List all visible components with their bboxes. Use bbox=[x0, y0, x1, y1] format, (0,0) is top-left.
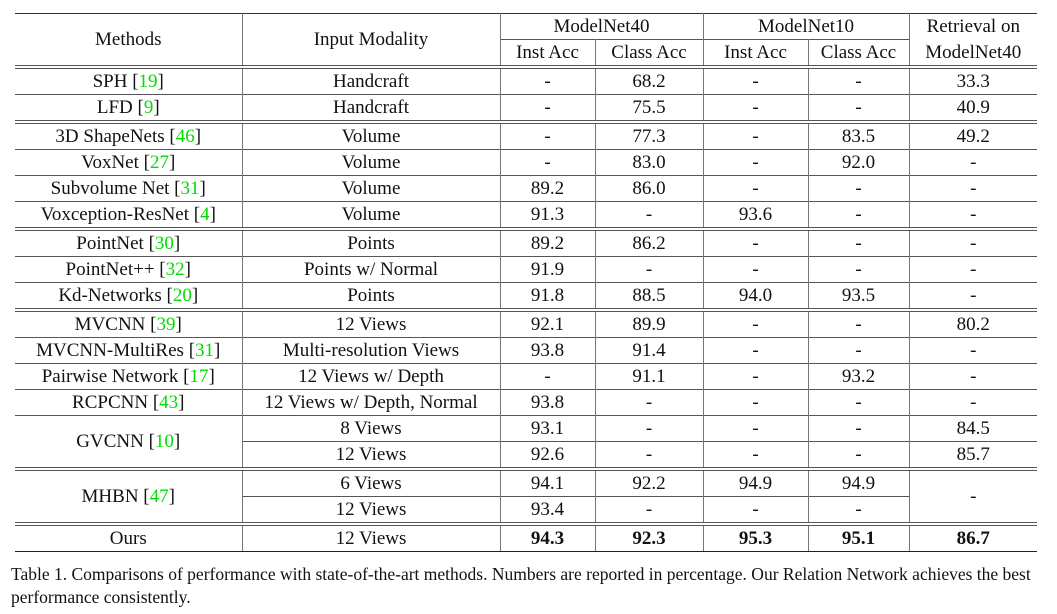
retrieval-cell: - bbox=[909, 150, 1037, 176]
mn40-class-cell: 89.9 bbox=[595, 310, 703, 338]
mn10-class-cell: - bbox=[808, 95, 909, 123]
modality-cell: Handcraft bbox=[242, 67, 500, 95]
mn40-inst-cell: - bbox=[500, 122, 595, 150]
table-row bbox=[15, 229, 1037, 257]
table-row bbox=[15, 176, 1037, 202]
table-row-ours bbox=[15, 524, 1037, 552]
modality-cell: Points bbox=[242, 283, 500, 311]
method-name: VoxNet bbox=[81, 152, 139, 173]
method-name: Kd-Networks bbox=[58, 285, 162, 306]
modality-cell: Volume bbox=[242, 176, 500, 202]
mn40-class-cell: - bbox=[595, 202, 703, 230]
table-row bbox=[15, 150, 1037, 176]
mn10-inst-cell: - bbox=[703, 338, 808, 364]
method-cell: VoxNet [27] bbox=[15, 150, 242, 176]
retrieval-cell: - bbox=[909, 229, 1037, 257]
table-row bbox=[15, 95, 1037, 123]
results-table bbox=[15, 13, 1037, 552]
retrieval-cell: 80.2 bbox=[909, 310, 1037, 338]
mn40-inst-cell: 94.1 bbox=[500, 469, 595, 497]
mn10-inst-cell: - bbox=[703, 416, 808, 442]
method-cell: LFD [9] bbox=[15, 95, 242, 123]
method-cell: Pairwise Network [17] bbox=[15, 364, 242, 390]
mn10-class-cell: - bbox=[808, 229, 909, 257]
mn10-class-cell: - bbox=[808, 202, 909, 230]
mn10-inst-cell: - bbox=[703, 442, 808, 470]
mn40-inst-cell: 91.3 bbox=[500, 202, 595, 230]
retrieval-cell: 85.7 bbox=[909, 442, 1037, 470]
mn40-class-cell: 92.2 bbox=[595, 469, 703, 497]
mn10-class-cell: - bbox=[808, 442, 909, 470]
retrieval-cell: - bbox=[909, 364, 1037, 390]
modality-cell: 12 Views bbox=[242, 310, 500, 338]
mn10-inst-cell: - bbox=[703, 390, 808, 416]
modality-cell: 12 Views bbox=[242, 497, 500, 525]
retrieval-cell: - bbox=[909, 176, 1037, 202]
table-row bbox=[15, 257, 1037, 283]
mn10-inst-cell: - bbox=[703, 67, 808, 95]
mn10-inst-cell: - bbox=[703, 257, 808, 283]
header-mn40-class: Class Acc bbox=[595, 40, 703, 68]
table-row bbox=[15, 310, 1037, 338]
mn40-inst-cell: - bbox=[500, 67, 595, 95]
modality-cell: Points w/ Normal bbox=[242, 257, 500, 283]
modality-cell: 8 Views bbox=[242, 416, 500, 442]
citation-link[interactable]: 20 bbox=[172, 285, 192, 306]
method-cell: RCPCNN [43] bbox=[15, 390, 242, 416]
mn40-class-cell: 83.0 bbox=[595, 150, 703, 176]
method-name: Pairwise Network bbox=[41, 366, 179, 387]
mn40-class-cell: 91.1 bbox=[595, 364, 703, 390]
citation-link[interactable]: 46 bbox=[175, 126, 195, 147]
mn10-class-cell: 94.9 bbox=[808, 469, 909, 497]
method-cell: PointNet++ [32] bbox=[15, 257, 242, 283]
mn10-class-cell: 93.2 bbox=[808, 364, 909, 390]
header-mn40-inst: Inst Acc bbox=[500, 40, 595, 68]
mn40-class-cell: 68.2 bbox=[595, 67, 703, 95]
table-row bbox=[15, 364, 1037, 390]
mn40-class-cell: 86.0 bbox=[595, 176, 703, 202]
citation-link[interactable]: 47 bbox=[149, 486, 169, 507]
table-row bbox=[15, 390, 1037, 416]
header-retrieval-2: ModelNet40 bbox=[909, 40, 1037, 68]
mn10-class-cell: - bbox=[808, 67, 909, 95]
method-name: MVCNN bbox=[74, 314, 146, 335]
citation-link[interactable]: 31 bbox=[195, 340, 215, 361]
mn40-class-cell: - bbox=[595, 442, 703, 470]
retrieval-cell: 84.5 bbox=[909, 416, 1037, 442]
retrieval-cell: 86.7 bbox=[909, 524, 1037, 552]
mn40-class-cell: 86.2 bbox=[595, 229, 703, 257]
mn40-inst-cell: 91.8 bbox=[500, 283, 595, 311]
table-row bbox=[15, 416, 1037, 442]
retrieval-cell: 49.2 bbox=[909, 122, 1037, 150]
mn40-class-cell: - bbox=[595, 257, 703, 283]
mn10-class-cell: - bbox=[808, 338, 909, 364]
method-cell: 3D ShapeNets [46] bbox=[15, 122, 242, 150]
mn10-inst-cell: - bbox=[703, 176, 808, 202]
retrieval-cell: - bbox=[909, 338, 1037, 364]
method-name: RCPCNN bbox=[72, 392, 149, 413]
method-name: GVCNN bbox=[76, 431, 144, 452]
mn40-class-cell: 92.3 bbox=[595, 524, 703, 552]
method-cell: MHBN [47] bbox=[15, 469, 242, 524]
mn10-inst-cell: 95.3 bbox=[703, 524, 808, 552]
retrieval-cell: - bbox=[909, 202, 1037, 230]
mn40-class-cell: - bbox=[595, 416, 703, 442]
citation-link[interactable]: 10 bbox=[154, 431, 174, 452]
mn10-class-cell: - bbox=[808, 390, 909, 416]
citation-link[interactable]: 4 bbox=[200, 204, 210, 225]
mn40-inst-cell: 93.8 bbox=[500, 390, 595, 416]
mn10-class-cell: - bbox=[808, 310, 909, 338]
header-methods: Methods bbox=[15, 14, 242, 68]
method-name: PointNet bbox=[76, 233, 144, 254]
method-cell: SPH [19] bbox=[15, 67, 242, 95]
mn10-inst-cell: 93.6 bbox=[703, 202, 808, 230]
mn10-inst-cell: - bbox=[703, 364, 808, 390]
mn40-class-cell: - bbox=[595, 390, 703, 416]
table-caption: Table 1. Comparisons of performance with state-of-the-art methods. Numbers are reported in percentage. Our Relation Network achieves the best performance consistently. bbox=[11, 564, 1031, 607]
mn10-inst-cell: 94.9 bbox=[703, 469, 808, 497]
mn40-inst-cell: 91.9 bbox=[500, 257, 595, 283]
method-cell: Subvolume Net [31] bbox=[15, 176, 242, 202]
method-cell: PointNet [30] bbox=[15, 229, 242, 257]
method-cell: Ours bbox=[15, 524, 242, 552]
mn10-inst-cell: - bbox=[703, 229, 808, 257]
header-modelnet40: ModelNet40 bbox=[500, 14, 703, 40]
retrieval-cell: 40.9 bbox=[909, 95, 1037, 123]
modality-cell: 12 Views bbox=[242, 524, 500, 552]
citation-link[interactable]: 43 bbox=[159, 392, 179, 413]
mn40-inst-cell: 92.1 bbox=[500, 310, 595, 338]
method-name: Voxception-ResNet bbox=[40, 204, 190, 225]
modality-cell: Volume bbox=[242, 150, 500, 176]
modality-cell: 12 Views w/ Depth, Normal bbox=[242, 390, 500, 416]
table-row bbox=[15, 67, 1037, 95]
mn40-class-cell: 88.5 bbox=[595, 283, 703, 311]
retrieval-cell: - bbox=[909, 469, 1037, 524]
citation-link[interactable]: 19 bbox=[138, 71, 158, 92]
method-name: MVCNN-MultiRes bbox=[36, 340, 184, 361]
mn40-class-cell: 77.3 bbox=[595, 122, 703, 150]
table-row bbox=[15, 338, 1037, 364]
citation-link[interactable]: 31 bbox=[180, 178, 200, 199]
modality-cell: Handcraft bbox=[242, 95, 500, 123]
modality-cell: Volume bbox=[242, 122, 500, 150]
mn40-class-cell: 75.5 bbox=[595, 95, 703, 123]
mn10-inst-cell: - bbox=[703, 122, 808, 150]
modality-cell: 12 Views w/ Depth bbox=[242, 364, 500, 390]
mn40-inst-cell: - bbox=[500, 95, 595, 123]
mn40-class-cell: 91.4 bbox=[595, 338, 703, 364]
method-name: MHBN bbox=[81, 486, 139, 507]
method-name: Subvolume Net bbox=[50, 178, 170, 199]
mn40-class-cell: - bbox=[595, 497, 703, 525]
header-modelnet10: ModelNet10 bbox=[703, 14, 909, 40]
table-row bbox=[15, 122, 1037, 150]
method-cell: MVCNN-MultiRes [31] bbox=[15, 338, 242, 364]
modality-cell: Multi-resolution Views bbox=[242, 338, 500, 364]
retrieval-cell: - bbox=[909, 390, 1037, 416]
table-row bbox=[15, 202, 1037, 230]
citation-link[interactable]: 39 bbox=[156, 314, 176, 335]
header-retrieval-1: Retrieval on bbox=[909, 14, 1037, 40]
method-name: LFD bbox=[96, 97, 133, 118]
mn40-inst-cell: 93.4 bbox=[500, 497, 595, 525]
mn40-inst-cell: 89.2 bbox=[500, 229, 595, 257]
header-mn10-class: Class Acc bbox=[808, 40, 909, 68]
header-mn10-inst: Inst Acc bbox=[703, 40, 808, 68]
mn10-inst-cell: 94.0 bbox=[703, 283, 808, 311]
method-cell: Voxception-ResNet [4] bbox=[15, 202, 242, 230]
mn10-class-cell: - bbox=[808, 176, 909, 202]
citation-link[interactable]: 17 bbox=[189, 366, 209, 387]
mn40-inst-cell: 92.6 bbox=[500, 442, 595, 470]
results-table-container bbox=[15, 13, 1037, 552]
mn40-inst-cell: 89.2 bbox=[500, 176, 595, 202]
modality-cell: Volume bbox=[242, 202, 500, 230]
header-input-modality: Input Modality bbox=[242, 14, 500, 68]
mn10-inst-cell: - bbox=[703, 310, 808, 338]
retrieval-cell: 33.3 bbox=[909, 67, 1037, 95]
mn10-class-cell: 95.1 bbox=[808, 524, 909, 552]
method-name: SPH bbox=[92, 71, 128, 92]
modality-cell: 6 Views bbox=[242, 469, 500, 497]
modality-cell: Points bbox=[242, 229, 500, 257]
mn10-class-cell: 83.5 bbox=[808, 122, 909, 150]
retrieval-cell: - bbox=[909, 257, 1037, 283]
table-row bbox=[15, 469, 1037, 497]
method-cell: MVCNN [39] bbox=[15, 310, 242, 338]
mn10-inst-cell: - bbox=[703, 497, 808, 525]
method-cell: Kd-Networks [20] bbox=[15, 283, 242, 311]
citation-link[interactable]: 30 bbox=[154, 233, 174, 254]
mn40-inst-cell: - bbox=[500, 364, 595, 390]
mn10-class-cell: - bbox=[808, 257, 909, 283]
mn40-inst-cell: - bbox=[500, 150, 595, 176]
citation-link[interactable]: 32 bbox=[165, 259, 185, 280]
citation-link[interactable]: 27 bbox=[149, 152, 169, 173]
mn10-class-cell: 93.5 bbox=[808, 283, 909, 311]
mn40-inst-cell: 93.8 bbox=[500, 338, 595, 364]
table-row bbox=[15, 283, 1037, 311]
citation-link[interactable]: 9 bbox=[143, 97, 154, 118]
method-name: 3D ShapeNets bbox=[55, 126, 165, 147]
mn10-class-cell: 92.0 bbox=[808, 150, 909, 176]
method-name: PointNet++ bbox=[65, 259, 155, 280]
mn40-inst-cell: 93.1 bbox=[500, 416, 595, 442]
mn40-inst-cell: 94.3 bbox=[500, 524, 595, 552]
modality-cell: 12 Views bbox=[242, 442, 500, 470]
mn10-inst-cell: - bbox=[703, 95, 808, 123]
retrieval-cell: - bbox=[909, 283, 1037, 311]
mn10-inst-cell: - bbox=[703, 150, 808, 176]
mn10-class-cell: - bbox=[808, 497, 909, 525]
mn10-class-cell: - bbox=[808, 416, 909, 442]
method-cell: GVCNN [10] bbox=[15, 416, 242, 470]
